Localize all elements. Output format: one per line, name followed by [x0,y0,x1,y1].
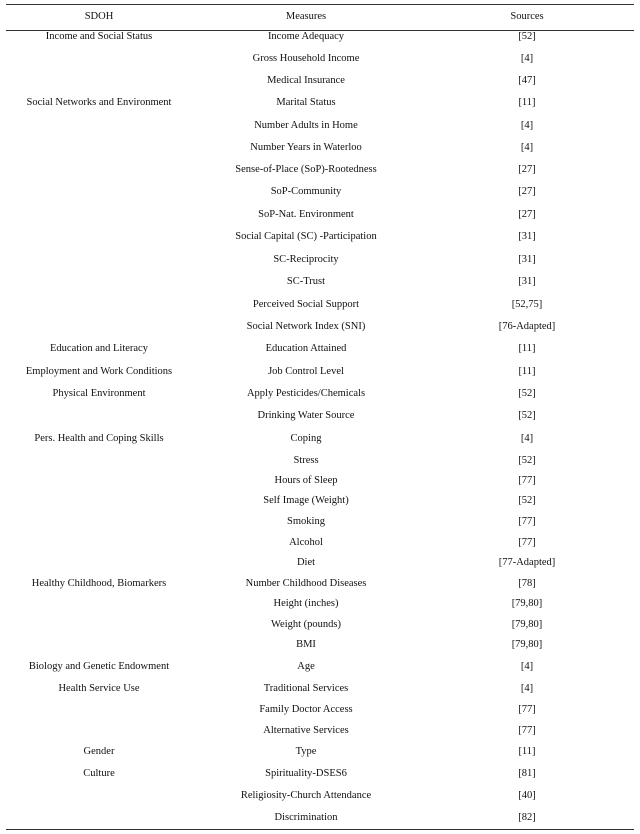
table-row [6,790,634,806]
table-row [6,619,634,635]
measure-cell: BMI [296,639,316,650]
source-cell: [76-Adapted] [498,321,556,332]
table-row [6,495,634,511]
sdoh-cell: Education and Literacy [50,343,148,354]
measure-cell: Alcohol [289,537,323,548]
source-cell: [4] [520,120,534,131]
header-measures: Measures [285,11,327,22]
source-cell: [11] [518,343,536,354]
measure-cell: Medical Insurance [267,75,345,86]
measure-cell: Social Network Index (SNI) [246,321,366,332]
table-row [6,321,634,337]
source-cell: [4] [520,142,534,153]
table-row [6,639,634,655]
table-row [6,343,634,359]
source-cell: [81] [518,768,536,779]
table-row [6,704,634,720]
table-row [6,276,634,292]
source-cell: [27] [518,209,536,220]
source-cell: [4] [520,433,534,444]
table-row [6,557,634,573]
table-row [6,455,634,471]
source-cell: [52] [518,495,536,506]
measure-cell: Hours of Sleep [274,475,338,486]
measure-cell: Income Adequacy [267,31,345,42]
source-cell: [79,80] [511,598,543,609]
measure-cell: Type [295,746,317,757]
measure-cell: Sense-of-Place (SoP)-Rootedness [235,164,377,175]
source-cell: [4] [520,661,534,672]
source-cell: [4] [520,683,534,694]
sdoh-cell: Culture [83,768,115,779]
source-cell: [77] [518,516,536,527]
table-row [6,209,634,225]
measure-cell: Number Years in Waterloo [250,142,362,153]
measure-cell: Social Capital (SC) -Participation [235,231,377,242]
table-row [6,164,634,180]
source-cell: [40] [518,790,536,801]
table-row [6,683,634,699]
sdoh-cell: Physical Environment [52,388,146,399]
source-cell: [31] [518,254,536,265]
measure-cell: Religiosity-Church Attendance [240,790,372,801]
source-cell: [11] [518,366,536,377]
source-cell: [82] [518,812,536,823]
measure-cell: Coping [290,433,322,444]
measure-cell: Job Control Level [268,366,344,377]
table-row [6,433,634,449]
table-row [6,366,634,382]
measure-cell: SC-Reciprocity [273,254,339,265]
table-row [6,725,634,741]
sdoh-cell: Health Service Use [58,683,140,694]
measure-cell: Number Childhood Diseases [245,578,367,589]
measure-cell: Education Attained [265,343,347,354]
measure-cell: SoP-Nat. Environment [258,209,354,220]
source-cell: [52] [518,410,536,421]
source-cell: [77] [518,475,536,486]
measure-cell: Gross Household Income [252,53,360,64]
source-cell: [47] [518,75,536,86]
measure-cell: Apply Pesticides/Chemicals [246,388,366,399]
table-row [6,661,634,677]
table-row [6,598,634,614]
source-cell: [27] [518,186,536,197]
table-row [6,53,634,69]
table-row [6,299,634,315]
sdoh-cell: Gender [83,746,115,757]
source-cell: [52] [518,31,536,42]
table-row [6,231,634,247]
source-cell: [4] [520,53,534,64]
source-cell: [11] [518,97,536,108]
source-cell: [77] [518,725,536,736]
measure-cell: Spirituality-DSES6 [265,768,347,779]
measure-cell: Drinking Water Source [257,410,355,421]
sdoh-cell: Healthy Childhood, Biomarkers [31,578,167,589]
source-cell: [52,75] [511,299,543,310]
table-row [6,475,634,491]
source-cell: [79,80] [511,639,543,650]
source-cell: [52] [518,388,536,399]
source-cell: [31] [518,276,536,287]
table-row [6,254,634,270]
measure-cell: Height (inches) [273,598,339,609]
table-row [6,516,634,532]
header-sdoh: SDOH [84,11,114,22]
table-row [6,97,634,113]
measure-cell: Perceived Social Support [252,299,360,310]
source-cell: [78] [518,578,536,589]
measure-cell: Number Adults in Home [254,120,358,131]
table-row [6,31,634,47]
table-row [6,746,634,762]
table-row [6,410,634,426]
measure-cell: Discrimination [274,812,338,823]
sdoh-cell: Pers. Health and Coping Skills [34,433,164,444]
bottom-rule [6,829,634,830]
source-cell: [27] [518,164,536,175]
table-row [6,75,634,91]
measure-cell: Age [297,661,315,672]
measure-cell: Weight (pounds) [270,619,342,630]
table-row [6,537,634,553]
measure-cell: Family Doctor Access [259,704,353,715]
measure-cell: Alternative Services [263,725,349,736]
table-row [6,142,634,158]
source-cell: [31] [518,231,536,242]
measure-cell: Smoking [287,516,325,527]
measure-cell: Traditional Services [263,683,349,694]
table-row [6,186,634,202]
sdoh-cell: Employment and Work Conditions [25,366,173,377]
measure-cell: Diet [296,557,316,568]
table-row [6,768,634,784]
sdoh-cell: Biology and Genetic Endowment [28,661,170,672]
measure-cell: Self Image (Weight) [263,495,349,506]
source-cell: [77] [518,537,536,548]
table-row [6,578,634,594]
table-row [6,812,634,828]
measure-cell: Stress [293,455,319,466]
header-sources: Sources [510,11,544,22]
source-cell: [11] [518,746,536,757]
sdoh-cell: Income and Social Status [45,31,153,42]
source-cell: [77-Adapted] [498,557,556,568]
measure-cell: SoP-Community [270,186,342,197]
measure-cell: SC-Trust [286,276,326,287]
table-row [6,388,634,404]
source-cell: [52] [518,455,536,466]
sdoh-cell: Social Networks and Environment [26,97,172,108]
table-row [6,120,634,136]
measure-cell: Marital Status [276,97,336,108]
source-cell: [79,80] [511,619,543,630]
source-cell: [77] [518,704,536,715]
